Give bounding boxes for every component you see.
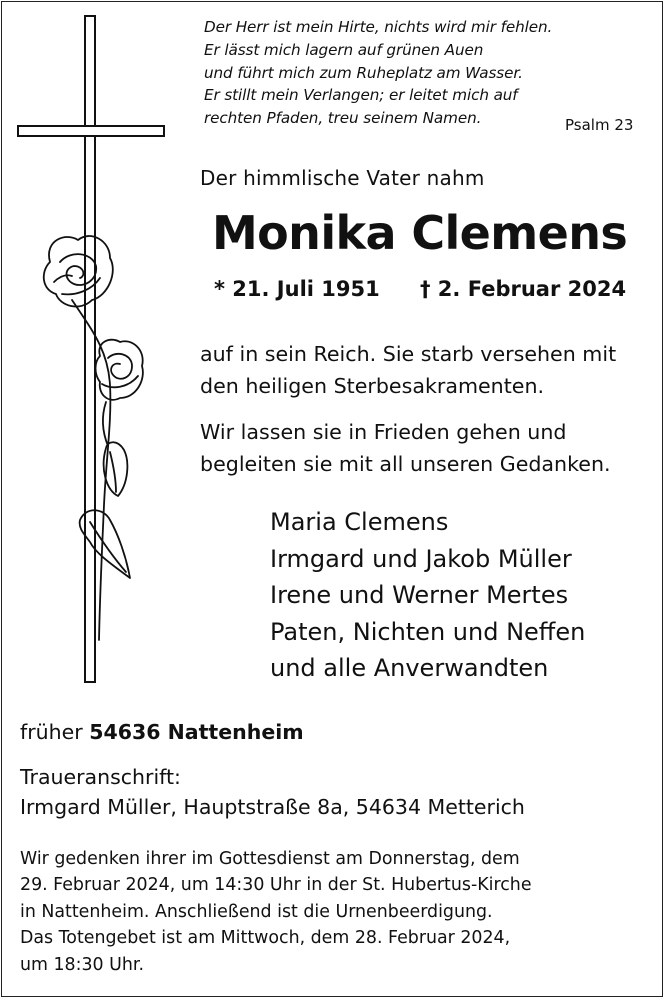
mourners-list [270,504,585,687]
death-date: † 2. Februar 2024 [420,277,627,301]
paragraph-line: begleiten sie mit all unseren Gedanken. [200,452,611,476]
psalm-line: und führt mich zum Ruheplatz am Wasser. [204,63,523,82]
psalm-line: Er stillt mein Verlangen; er leitet mich auf [204,86,518,105]
mourner-entry: Paten, Nichten und Neffen [270,617,586,646]
service-line: 29. Februar 2024, um 14:30 Uhr in der St. Hubertus-Kirche [20,875,532,896]
psalm-line: rechten Pfaden, treu seinem Namen. [204,109,482,128]
psalm-reference: Psalm 23 [565,116,634,134]
deceased-name: Monika Clemens [212,206,628,260]
mourner-entry: Irene und Werner Mertes [270,581,569,609]
psalm-line: Der Herr ist mein Hirte, nichts wird mir fehlen. [204,18,553,36]
paragraph-line: auf in sein Reich. Sie starb versehen mit [200,342,617,366]
paragraph-line: Wir lassen sie in Frieden gehen und [200,420,567,444]
intro-text: Der himmlische Vater nahm [200,166,485,190]
paragraph-frieden [200,416,611,480]
paragraph-reich [200,338,616,402]
mourner-entry: Maria Clemens [270,508,449,536]
mourning-address: Irmgard Müller, Hauptstraße 8a, 54634 Metterich [20,795,525,819]
former-prefix: früher [20,720,90,744]
service-line: Wir gedenken ihrer im Gottesdienst am Donnerstag, dem [20,849,520,869]
service-line: Das Totengebet ist am Mittwoch, dem 28. Februar 2024, [20,928,511,949]
mourner-entry: Irmgard und Jakob Müller [270,544,572,573]
paragraph-line: den heiligen Sterbesakramenten. [200,374,545,398]
psalm-line: Er lässt mich lagern auf grünen Auen [204,40,484,59]
birth-date: * 21. Juli 1951 [214,277,380,301]
service-line: um 18:30 Uhr. [20,954,144,975]
service-line: in Nattenheim. Anschließend ist die Urnenbeerdigung. [20,901,493,922]
former-residence [20,720,304,744]
service-info [20,846,532,978]
mourner-entry: und alle Anverwandten [270,654,549,682]
former-place: 54636 Nattenheim [89,720,304,744]
mourning-address-label: Traueranschrift: [20,765,181,789]
cross-icon [18,16,164,682]
psalm-quote [204,16,552,130]
